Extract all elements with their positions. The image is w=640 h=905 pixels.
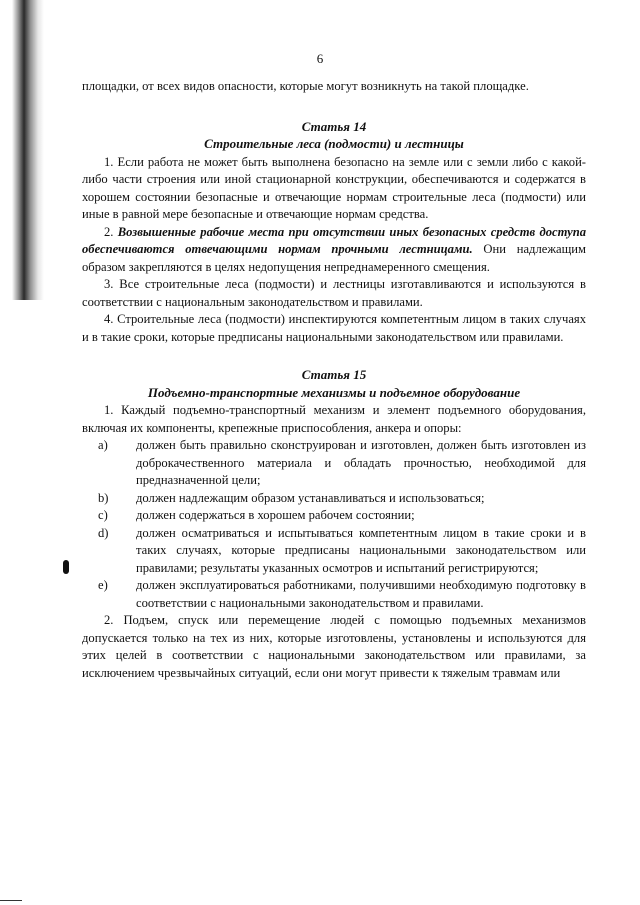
article-15-paragraph-2: 2. Подъем, спуск или перемещение людей с помощью подъемных механизмов допускается только на тех из них, которые изготовлены, установлены и используются для этих целей в соответствии с национальными законодательством или правилами, за исключением чрезвычайных ситуаций, если они могут привести к тяжелым травмам или [82, 613, 586, 680]
scan-line [0, 900, 22, 901]
article-15-paragraph-1: 1. Каждый подъемно-транспортный механизм и элемент подъемного оборудования, включая их компоненты, крепежные приспособления, анкера и опоры: [82, 403, 586, 435]
list-text: должен надлежащим образом устанавливаться и использоваться; [136, 490, 485, 505]
article-14-paragraph-2-rest: Они надлежащим образом закрепляются в целях недопущения непреднамеренного смещения. [82, 242, 587, 274]
article-14-paragraph-2-number: 2. [104, 224, 114, 239]
list-marker: a) [98, 438, 108, 452]
article-14-paragraph-2-emphasis: Возвышенные рабочие места при отсутствии иных безопасных средств доступа обеспечиваются отвечающими нормам прочными лестницами. [82, 224, 586, 256]
list-text: должен содержаться в хорошем рабочем состоянии; [136, 508, 415, 522]
article-15-subtitle: Подъемно-транспортные механизмы и подъемное оборудование [147, 384, 521, 400]
article-14-subtitle: Строительные леса (подмости) и лестницы [204, 136, 464, 151]
page-number: 6 [316, 51, 324, 66]
article-15-items [82, 437, 586, 612]
list-text: должен эксплуатироваться работниками, получившими необходимую подготовку в соответствии с национальными законодательством и правилами. [136, 578, 586, 610]
list-marker: d) [98, 525, 109, 540]
list-text: должен осматриваться и испытываться компетентным лицом в такие сроки и в таких случаях, которые предписаны национальными законодательством или правилами; результаты указанных осмотров и испытаний регистрируются; [136, 525, 586, 575]
article-15-title: Статья 15 [301, 367, 367, 382]
intro-paragraph: площадки, от всех видов опасности, которые могут возникнуть на такой площадке. [82, 79, 529, 93]
article-14-title: Статья 14 [301, 118, 367, 134]
list-item [82, 577, 586, 612]
article-14-paragraph-2 [82, 224, 586, 277]
list-item [82, 507, 586, 525]
list-item [82, 437, 586, 490]
document-body [82, 40, 586, 682]
scan-mark [63, 560, 69, 574]
list-marker: c) [98, 508, 108, 522]
list-item [82, 525, 586, 578]
scan-shadow [0, 0, 44, 300]
list-marker: b) [98, 490, 109, 505]
list-item [82, 490, 586, 508]
list-marker: e) [98, 578, 108, 592]
article-14-paragraph-1: 1. Если работа не может быть выполнена безопасно на земле или с земли либо с какой-либо части строения или иной стационарной конструкции, обеспечиваются и содержатся в хорошем состоянии безопасные и отвечающие нормам строительные леса (подмости) или иные в равной мере безопасные и отвечающие нормам средства. [82, 154, 586, 221]
article-14-paragraph-3: 3. Все строительные леса (подмости) и лестницы изготавливаются и используются в соответствии с национальным законодательством и правилами. [82, 277, 586, 309]
article-14-paragraph-4: 4. Строительные леса (подмости) инспектируются компетентным лицом в таких случаях и в такие сроки, которые предписаны национальными законодательством или правилами. [82, 312, 586, 344]
list-text: должен быть правильно сконструирован и изготовлен, должен быть изготовлен из доброкачественного материала и обладать прочностью, необходимой для предназначенной цели; [136, 438, 586, 487]
